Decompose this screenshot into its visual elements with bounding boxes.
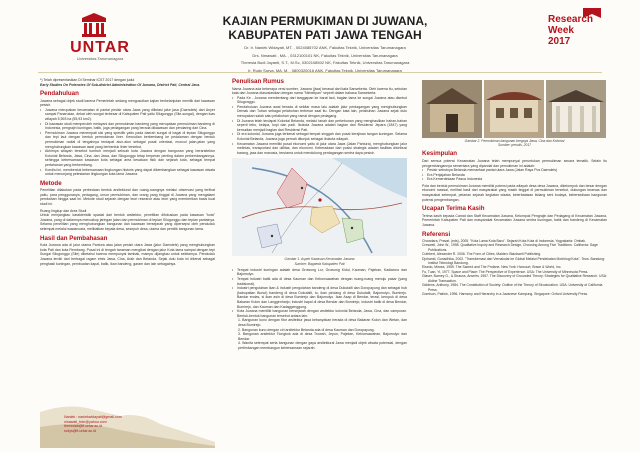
contact-email[interactable]: ninawati_tnbr@yahoo.com: [64, 419, 107, 424]
list-item: 3. Bangunan arsitektur Tiongkok ada di desa Trowah, Jepon, Pajekan, Kebonsawahan, Bajomulyo dan Bendar.: [238, 332, 407, 341]
reference-item: Cuthbert, Alexander R. 2006. The Form of Cities, Malden: Blackwell Publishing.: [422, 252, 542, 257]
event-line-3: 2017: [548, 36, 571, 47]
column-left: [40, 78, 215, 266]
list-item: • Di Juwana telah terdapat Kolonial Belanda, melalui tanah dan perkebunan yang menghasilkan bahan-bahan seperti tebu, kelapa, kopi dan padi. Ibukota Juwana adalah bagian dari Residensi Jepara (1847) yang kemudian menjadi bagian dari Residensi Pati.: [232, 119, 407, 133]
contact-list: [64, 415, 204, 433]
author-2: Drs. Nmawati , MA. , 0312100101 NK, Fakultas Teknik, Universitas Tarumanagara: [252, 52, 398, 58]
research-week-badge: [548, 14, 610, 47]
title-line-2: KABUPATEN PATI JAWA TENGAH: [228, 28, 422, 42]
author-1: Dr. Ir. Naniek Widayati, MT. , 0024085702 ANK, Fakultas Teknik, Universitas Tarumanagara: [244, 45, 406, 50]
result-paragraph: Kota Juwana ada di jalur utama Pantura atau jalan pesisir utara Jawa (jalur Daendels) yang menghubungkan kota Pati dan kota Rembang. Pusat ini di tengah tanaman mengikat dengan jalur Kota lama sampai dengan tepi Sungai Silugonggo (Sile) diketahui karena mempunyai tambak, mampu dijangkau untuk sekitarnya. Penduduk Juwana terdiri dari berbagai ragam etnis Jawa, Cina, Arab dan Belanda. Sejak dulu kota ini dikenal sebagai penghasil kuningan, pembuatan kapal, batik, ikan bandeng, garam dan lain sebagainya.: [40, 243, 215, 266]
building-list: [232, 318, 407, 350]
section-heading-metode: Metode: [40, 179, 62, 187]
column-right: [422, 78, 607, 296]
photo-source: Sumber: penulis, 2017: [498, 143, 531, 148]
contact-email[interactable]: rudys@ft.untar.ac.id: [64, 428, 97, 433]
list-item: • Era Penjajahan Belanda: [422, 173, 607, 178]
list-item: • Di kawasan studi memperoleh melayani dan permukiman bandeng yang merupakan permukiman bandeng di Indonesia, pengrajin kuningan, batik, juga pedagangan yang berada dikawasan dan pendaring dari Cina.: [40, 122, 215, 131]
list-item: • Di era kolonial, Juwana juga terkenal sebagai tempat singgah dan pusat kerajinan tangan kuningan. Selama Kolonial Belanda, Juwana juga pernah ditunjuk sebagai ibukota wilayah.: [232, 132, 407, 141]
logo-text: UNTAR: [70, 39, 130, 56]
header-divider: [38, 72, 602, 73]
contact-email[interactable]: theresiab@ft.untar.ac.id: [64, 424, 103, 429]
section-heading-penulisan-rumus: Penulisan Rumus: [232, 78, 284, 85]
list-item: 2. Bangunan kuno dengan ciri arsitektur Belanda ada di desa Kauman dan Doropayung.: [238, 327, 375, 332]
reference-item: Giddens, Anthony, 1984. The Constitution of Society: Outline of the Theory of Structuration. USA: University of California Press.: [422, 283, 603, 292]
method-paragraph: Penelitian dilakukan pada perbedaan bentuk arsitektural dan ruang-ruangnya melalui observasi yang terlihat yaitu, para penggunanya, pedagang, unsur permukiman, dan orang yang tinggal di Juwana yang mengalami pembahan hingga saat ini. Metode studi sejarah dengan teori research atau teori yang memberikan basis kuat studi ini.: [40, 188, 215, 207]
author-list: [200, 44, 450, 74]
reference-list: [422, 239, 607, 296]
list-item: 4. Wanita setempat serta bangunan dengan gaya arsitektural Jawa menjadi objek wisata potensial, dengan pertimbangan membangun kebersamaan sejarah.: [238, 341, 407, 350]
list-item: 1. Bangunan kuno dengan fitur arsitektur jawa kebanyakan berada di desa Bakaran Kulon dan Wetan, dan desa Bumirejo.: [238, 318, 407, 327]
conclusion-paragraph-2: Pola dan bentuk permukiman Juwana memiliki potensi pada wilayah desa desa Juwana, dikelompok dan besar dengan ekonomi massal, melihat hasil dari masyarakat yang masih tinggal di permukiman tersebut, dukungan kearsas dan masyarakat setempat, pelarian sejarah kegiatan wisata, keterbatasan bidang seni budaya, kebersediaan bangunan potensi pengembangan.: [422, 183, 607, 202]
reference-item: Djohanid, Gunadhika, 2002. "Transformasi dari Vernakular ke Global Melalui Pendekatan Morfologi Kota". Teza. Bandung: Institut Teknologi Bandung.: [422, 256, 605, 266]
list-item: • Kondisi ini, membentuk kebersamaan lingkungan historis yang dapat dikembangkan sebagai kawasan wisata untuk menunjang pelestarian lingkungan kota lama Juwana.: [40, 168, 215, 177]
method-subheading: Ruang lingkup dan Area Studi: [40, 208, 87, 213]
list-item: • Era Kemerdekaan Pasca Indonesia: [422, 177, 607, 182]
conclusion-paragraph: Dari semua potensi Kecamatan Juwana telah mempunyai peruntukan permukiman secara tematik. Selain itu pengembangannya sementara yang dipandai dan pemukiman ini adalah:: [422, 158, 607, 168]
logo-subtitle: Universitas Tarumanagara: [76, 56, 124, 61]
reference-item: Elsedo, Mircea, 1959. The Sacred and The Profane. New York: Harcourt, Brace & World, Inc.: [422, 265, 562, 270]
reference-item: Gomisun, Patrick, 1996. Harmony and Hierarchy in a Javanese Kampung. Singapore: Oxford University Press.: [422, 291, 589, 296]
contact-email[interactable]: Naniek : naniekwidayati@gmail.com: [64, 415, 122, 419]
list-item: • Tempat industri batik ada di desa Kauman dan Kebonsawahan dengan ruang-ruang menuju pasar (yang tradisional).: [232, 277, 407, 286]
map-caption: Gambar 1. Aspek Kawasan Kecamatan Juwana: [284, 257, 355, 262]
author-3: Theresia Budi Jayanti, S.T., M.Sc, 0302108502 NK, Fakultas Teknik, Universitas Tarumanagara: [240, 60, 410, 65]
reference-item: Creswell, John W., 1998. Qualitative Inquiry and Research Design, Choosing Among Five Traditions. California: Sage Publications.: [422, 243, 598, 252]
title-line-1: KAJIAN PERMUKIMAN DI JUWANA,: [222, 14, 428, 28]
event-line-2: Week: [548, 25, 574, 36]
rumus-bullets: [232, 96, 407, 156]
reference-item: Glaser, Barney G., & Strauss, Anselm, 1967. The Discovery of Grounded Theory: Strategies for Qualitative Research. USA: Aldine Transaction.: [422, 274, 607, 283]
juwana-map-figure: [232, 158, 407, 256]
intro-bullets: [40, 108, 215, 177]
list-item: • Permukiman Juwana menempati sisi yang spesifik yaitu pada daerah sungai di bagai di tepian Silugonggo dan tepi laut dengan bentuk permukiman liner. Kemudian berkembang ke pedalaman dengan bentuk permukiman radial di tengahnya terdapat alun-alun sebagai pusat orientasi, muncul jalan-jalan yang menghubungkan kawasan awal yang berbentuk linier tersebut.: [40, 131, 215, 149]
list-item: • Pendahuluan Juwana awal berada di sekitar masa lalu adalah jalur perdagangan yang menghubungkan Demak dan Tuban sebagai pelabuhan terbesar saat itu. Dengan kata lain, pelabuhan Juwana sejak dulu merupakan salah satu pelabuhan yang ramai dengan pedagang.: [232, 105, 407, 119]
list-item: • Juwana merupakan kecamatan di pantai pesisir utara Jawa yang dilintasi jalur jasa (Daendels) dari Anyer sampai Panarukan, dekat oleh sungai terbesar di Kabupaten Pati yaitu Silugonggo (Sile-sungai), dengan luas wilayah 5,593 ha (55,93 km2).: [40, 108, 215, 122]
lower-left-illustration: [40, 372, 215, 448]
list-item: • Pada Ke - Juwana membentang dari tanggapan ke barat laut, bagian lama ke sungai Juwana atau disebut Silugonggo.: [232, 96, 407, 105]
section-heading-referensi: Referensi: [422, 230, 451, 238]
section-heading-pendahuluan: Pendahuluan: [40, 90, 79, 98]
list-item: • Kecamatan Juwana memiliki pusat ekonomi yaitu di jalur utara Jawa (Jalan Pantura), menghubungkan jalur melintas, transportasi dan utilitas, dan ekonomi. Keberadaan dari posisi strategis adalah fasilitas distribusi barang, jasa dan manusia, terutama untuk mendukung perdagangan sentra daya pesisir.: [232, 142, 407, 156]
list-item: • Kota Juwana memiliki bangunan bersejarah dengan arsitektur kolonial Belanda, Jawa, Cina, dan campuran. Bentuk-bentuk bangunan tersebut antara lain:: [232, 309, 407, 318]
list-item: • Akhirnya wilayah tersebut tumbuh menjadi sebuah kota Juwana dengan bangunan yang berarsitektur Kolonial Belanda, Jawa, Cina, dan Jawa, dan Silugonggo tetap berperan penting dalam perkembangannya, sehingga kebersamaan kawasan kota sebagai area kesatuan fisik dan sejarah kota, sebagai tempat pertahanan yang berkembang.: [40, 149, 215, 167]
presentation-note: *) Telah dipresentasikan Di Seminar ICST 2017 dengan judul: [40, 78, 135, 82]
section-heading-kesimpulan: Kesimpulan: [422, 150, 458, 158]
method-paragraph-2: Untuk menjangkau karakteristik spasial dari bentuk arsitektur, penelitian difokuskan pada kawasan "kota" Juwana, yang di dalamnya mencakup jaringan jalan dan permukiman di tepian Silugonggo dan tepian pantainya. Selama penelitian yang menghubungkan bangunan dan kawasan bersejarah yang dipersepsi oleh penduduk setempat melalui wawancara, melibatkan kepala desa, sesepuh desa, ulama dan pemilik bangunan lama.: [40, 213, 215, 232]
photo-caption: Gambar 2. Permukiman bangunan bergaya Jawa, Cina dan Kolonial: [464, 139, 565, 143]
intro-paragraph: Juwana sebagai objek studi karena Pemerintah sedang mengusulkan kajian berkelanjutan menilik dari kawasan pesisir.: [40, 98, 215, 108]
industry-bullets: [232, 268, 407, 319]
thanks-paragraph: Terima kasih kepada Camat dan Staff Kecamatan Juwana, Kelompok Pengrajin dan Pedagang di Kecamatan Juwana, Pemerintah Kabupaten Pati dan masyarakat Kecamatan Juwana sentra kuningan, batik dan bandeng di Kecamatan Juwana.: [422, 213, 607, 227]
event-line-1: Research: [548, 14, 594, 25]
list-item: • Industri pengolahan ikan & industri pengolahan bandeng di desa Dukutalit dan Doropayung dan sebagai hub (kabupatian Bunut) bandeng di desa Dukutalit, tu, ikan pindang di desa Dukutalit, Bajomulyo, Bumirejo. Bandar endas, si ikan asin di desa Bumirejo dan Bajomulyo. Ikan Asap di Bendar, terasi, kerupuk di desa Bakaran Kulon dan Langgenharjo; industri kapal di desa Bendar dan Bumirejo, industri batik di desa Bendar, Bumirejo, dan Kauman dan Kadaggenggong.: [232, 286, 407, 309]
untar-logo: [40, 12, 160, 62]
section-heading-ucapan: Ucapan Terima Kasih: [422, 205, 485, 213]
poster-title: [200, 14, 450, 42]
reference-item: Fu, Tuan, Yi, 1977. Space and Place: The Perspective of Experience. USA: The University of Minnesota Press.: [422, 269, 589, 274]
building-photos-figure: [422, 80, 606, 138]
conclusion-bullets: [422, 168, 607, 182]
author-4: Ir. Rudy Surya, MA, M. , 0800320016 ANK, Fakultas Teknik, Universitas Tarumanagara: [248, 67, 402, 73]
column-middle: [232, 78, 407, 351]
list-item: • Tempat industri kuningan adalah desa Growong Lor, Growong Kidul, Kauman, Pajekan, Kadiwono dan Bajomulyo.: [232, 268, 407, 277]
rumus-paragraph: Nama Juwana ada beberapa versi sumber, Juwana (jiwa) berasal dari kata Sansekerta. Oleh karena itu, sebutan kata dari Juwana diasosiasikan dengan nama "Nirbetipan" seperti dalam bahasa Sansekerta.: [232, 86, 407, 96]
section-heading-hasil: Hasil dan Pembahasan: [40, 234, 108, 242]
list-item: • Pesisir sebutnya Belanda memanfaat pantai utara Jawa (Jalan Raya Pos Daendels): [422, 168, 607, 173]
presentation-title: Early Studies On Potencies Of Sub-district Administration Of Juwana, District Pati, Central Java.: [40, 82, 201, 87]
untar-emblem-icon: [80, 12, 108, 38]
map-source: Sumber: Bappeda Kabupaten Pati: [294, 261, 345, 266]
reference-item: Chowdara, Pravat. (eds), 2005. "Kota Lama Kota Baru". Sejarah Kota Kota di Indonesia, Yogyakarta: Ombak.: [422, 239, 586, 244]
